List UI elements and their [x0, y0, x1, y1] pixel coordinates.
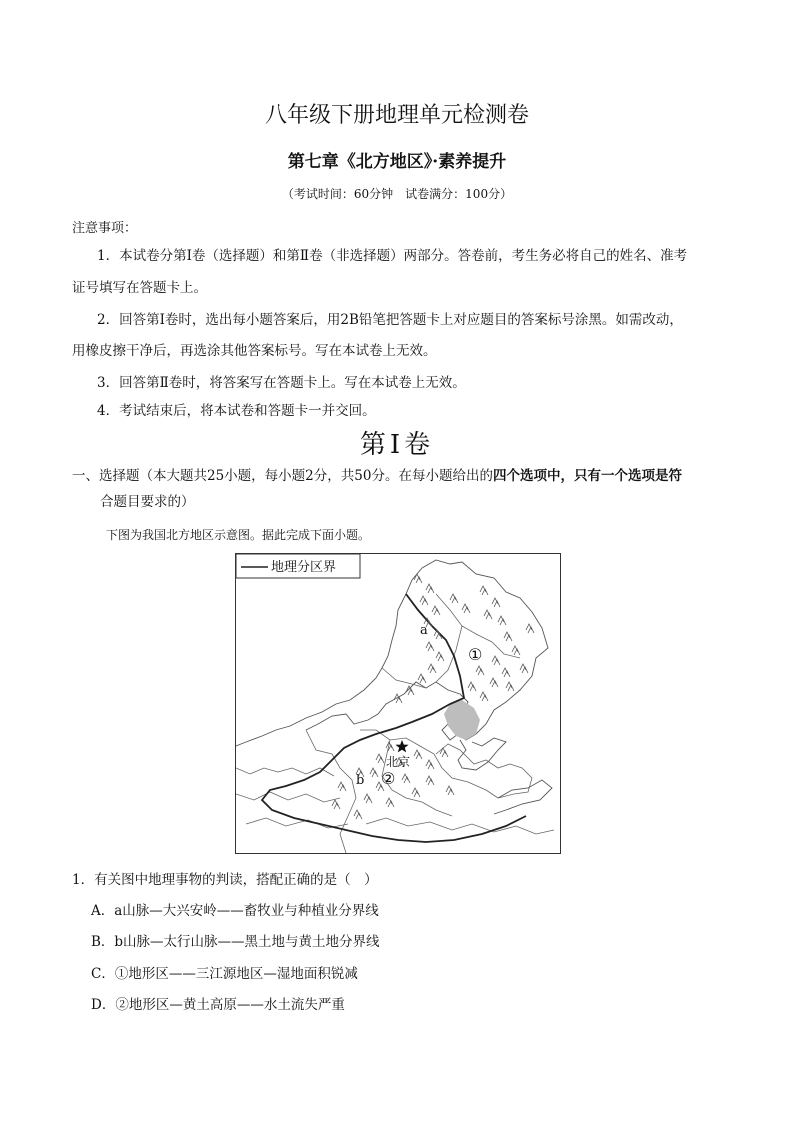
- chapter-subtitle: 第七章《北方地区》·素养提升: [287, 152, 507, 172]
- question-1-option-d: D．②地形区—黄土高原——水土流失严重: [91, 997, 345, 1013]
- exam-time-info: （考试时间：60分钟 试卷满分：100分）: [281, 187, 513, 201]
- northeast-outline: [306, 560, 548, 740]
- map-legend: [236, 554, 360, 578]
- section-1-line-2: 合题目要求的）: [100, 494, 195, 510]
- note-2-line-1: 2．回答第Ⅰ卷时，选出每小题答案后，用2B铅笔把答题卡上对应题目的答案标号涂黑。如需改动，: [97, 312, 683, 328]
- bohai-coast: [458, 738, 506, 770]
- section-1-instructions: [72, 463, 732, 515]
- note-1-line-1: 1．本试卷分第Ⅰ卷（选择题）和第Ⅱ卷（非选择题）两部分。答卷前，考生务必将自己的姓名、准考: [97, 248, 688, 264]
- question-1-stem: 1．有关图中地理事物的判读，搭配正确的是（ ）: [72, 872, 378, 888]
- note-1-line-2: 证号填写在答题卡上。: [72, 280, 207, 296]
- north-border: [236, 568, 422, 746]
- notes-heading: 注意事项：: [72, 221, 138, 236]
- beijing-star-icon: [395, 740, 408, 752]
- shaded-region: [444, 700, 480, 740]
- label-a: a: [420, 623, 428, 638]
- north-china-map: [235, 553, 561, 854]
- label-beijing: 北京: [386, 755, 411, 769]
- section-1-bold: 四个选项中，只有一个选项是符: [492, 468, 682, 484]
- figure-intro: 下图为我国北方地区示意图。据此完成下面小题。: [106, 528, 371, 542]
- question-1-option-c: C．①地形区——三江源地区—湿地面积锐减: [91, 966, 358, 982]
- note-2-line-2: 用橡皮擦干净后，再选涂其他答案标号。写在本试卷上无效。: [72, 343, 437, 359]
- page-title: 八年级下册地理单元检测卷: [264, 103, 529, 128]
- note-3: 3．回答第Ⅱ卷时，将答案写在答题卡上。写在本试卷上无效。: [97, 375, 466, 391]
- part-title: 第Ⅰ卷: [359, 430, 435, 460]
- question-1-option-a: A．a山脉—大兴安岭——畜牧业与种植业分界线: [91, 903, 379, 919]
- legend-label: 地理分区界: [271, 560, 337, 575]
- section-1-prefix: 一、选择题（本大题共25小题，每小题2分，共50分。在每小题给出的: [72, 468, 493, 484]
- question-1-option-b: B．b山脉—太行山脉——黑土地与黄土地分界线: [91, 934, 380, 950]
- label-b: b: [356, 773, 365, 788]
- label-region-2: ②: [381, 769, 396, 788]
- label-region-1: ①: [468, 645, 483, 664]
- region-boundary-line: [262, 594, 526, 842]
- note-4: 4．考试结束后，将本试卷和答题卡一并交回。: [97, 403, 376, 419]
